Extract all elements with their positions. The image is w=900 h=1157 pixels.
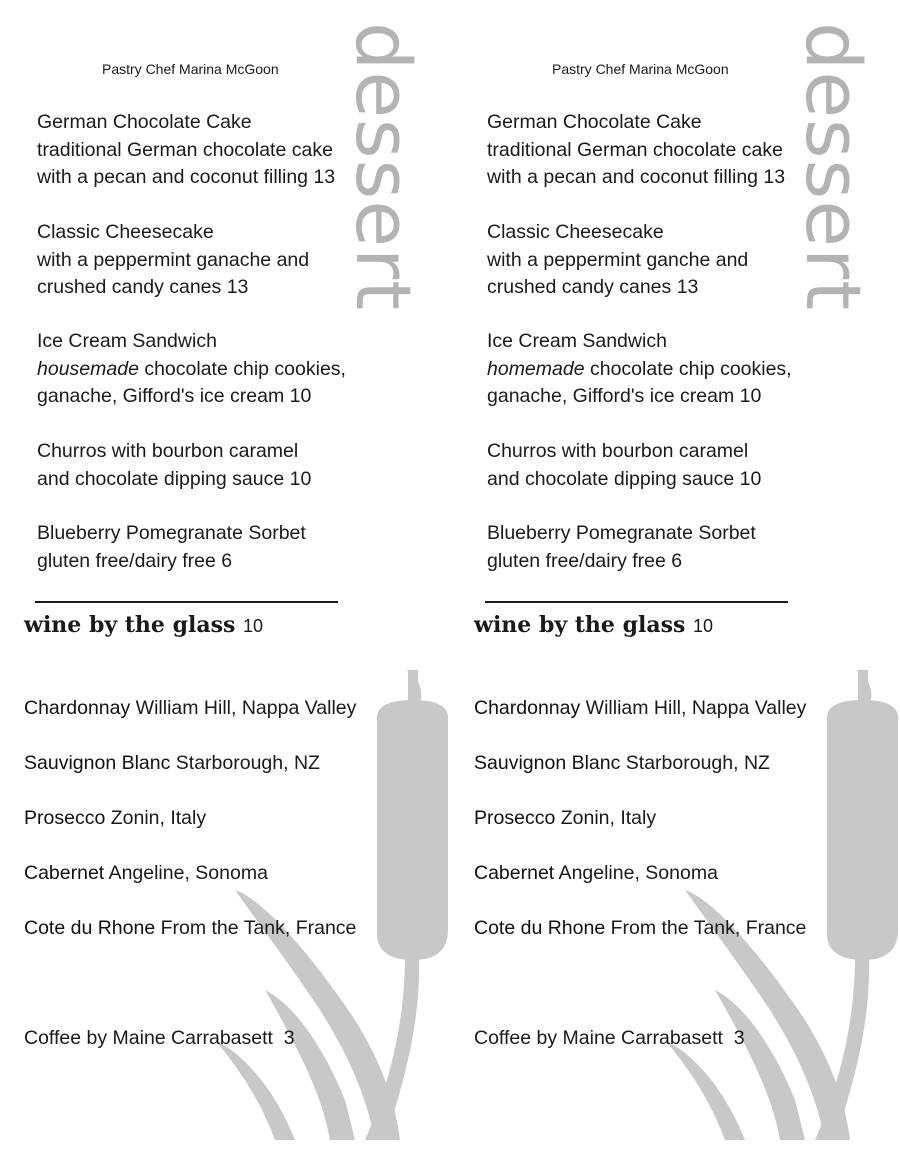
dessert-description: crushed candy canes 13 (487, 276, 699, 298)
dessert-description-text: with bourbon caramel (556, 440, 749, 462)
wine-heading-text: wine by the glass (24, 612, 236, 638)
dessert-description: gluten free/dairy free 6 (487, 549, 683, 572)
dessert-name: Blueberry Pomegranate Sorbet (37, 522, 306, 544)
dessert-description-text: chocolate chip cookies, (138, 357, 346, 380)
coffee-item (474, 1027, 745, 1050)
dessert-description: crushed candy canes 13 (37, 276, 249, 298)
wine-price: 10 (243, 616, 264, 636)
wine-producer: William Hill, Nappa Valley (580, 697, 807, 719)
dessert-description-emphasis: homemade (487, 357, 585, 380)
coffee-item (24, 1027, 295, 1050)
wine-producer: From the Tank, France (605, 917, 807, 939)
dessert-description: with a peppermint ganache and (37, 248, 310, 271)
wine-name: Sauvignon Blanc (24, 752, 171, 774)
wine-name: Cote du Rhone (24, 917, 156, 939)
wine-producer: Starborough, NZ (620, 752, 770, 774)
wine-item-chardonnay (474, 697, 806, 720)
wine-item-sauvignon-blanc (24, 752, 320, 775)
wine-by-the-glass-heading (24, 612, 263, 638)
dessert-item-classic-cheesecake (487, 219, 748, 302)
wine-producer: Angeline, Sonoma (104, 862, 268, 884)
wine-item-cote-du-rhone (24, 917, 356, 940)
dessert-description: with a pecan and coconut filling 13 (37, 166, 336, 188)
dessert-description (37, 356, 346, 384)
dessert-name: German Chocolate Cake (37, 111, 252, 133)
dessert-description: and chocolate dipping sauce 10 (37, 467, 312, 490)
dessert-name: Churros (37, 440, 107, 462)
wine-producer: Zonin, Italy (555, 807, 657, 829)
wine-item-chardonnay (24, 697, 356, 720)
cattail-icon (205, 660, 450, 1140)
wine-producer: William Hill, Nappa Valley (130, 697, 357, 719)
dessert-description: and chocolate dipping sauce 10 (487, 467, 762, 490)
dessert-name: Ice Cream Sandwich (37, 330, 217, 352)
coffee-name: Coffee by Maine Carrabasett (24, 1027, 273, 1049)
wine-item-cabernet (24, 862, 268, 885)
dessert-name: Classic Cheesecake (487, 221, 664, 243)
pastry-chef-credit: Pastry Chef Marina McGoon (102, 61, 279, 77)
dessert-description: gluten free/dairy free 6 (37, 549, 233, 572)
wine-heading-text: wine by the glass (474, 612, 686, 638)
dessert-description: with a pecan and coconut filling 13 (487, 166, 786, 188)
menu-card (450, 0, 900, 1157)
wine-producer: Zonin, Italy (105, 807, 207, 829)
wine-producer: From the Tank, France (155, 917, 357, 939)
dessert-name: Classic Cheesecake (37, 221, 214, 243)
dessert-description-text: chocolate chip cookies, (584, 357, 792, 380)
dessert-description: ganache, Gifford's ice cream 10 (487, 385, 762, 407)
wine-name: Chardonnay (24, 697, 131, 719)
wine-item-cote-du-rhone (474, 917, 806, 940)
dessert-item-churros (487, 438, 761, 493)
dessert-item-blueberry-pomegranate-sorbet (37, 520, 306, 575)
wine-name: Cabernet (24, 862, 105, 884)
coffee-name: Coffee by Maine Carrabasett (474, 1027, 723, 1049)
dessert-item-churros (37, 438, 311, 493)
pastry-chef-credit: Pastry Chef Marina McGoon (552, 61, 729, 77)
dessert-name: Churros (487, 440, 557, 462)
cattail-icon (655, 660, 900, 1140)
wine-name: Prosecco (24, 807, 106, 829)
dessert-description-emphasis: housemade (37, 357, 139, 380)
coffee-price: 3 (283, 1027, 295, 1049)
wine-name: Prosecco (474, 807, 556, 829)
dessert-description: with a peppermint ganche and (487, 248, 749, 271)
dessert-item-ice-cream-sandwich (37, 328, 346, 411)
wine-item-prosecco (24, 807, 206, 830)
dessert-description (487, 356, 792, 384)
wine-by-the-glass-heading (474, 612, 713, 638)
wine-name: Cote du Rhone (474, 917, 606, 939)
dessert-description-text: with bourbon caramel (106, 440, 299, 462)
wine-item-prosecco (474, 807, 656, 830)
wine-item-sauvignon-blanc (474, 752, 770, 775)
dessert-description (37, 438, 311, 466)
dessert-item-german-chocolate-cake (37, 109, 335, 192)
dessert-vertical-title: dessert (789, 22, 878, 311)
dessert-item-ice-cream-sandwich (487, 328, 792, 411)
dessert-name: Ice Cream Sandwich (487, 330, 667, 352)
dessert-item-classic-cheesecake (37, 219, 309, 302)
wine-name: Cabernet (474, 862, 555, 884)
dessert-description (487, 438, 761, 466)
wine-producer: Starborough, NZ (170, 752, 320, 774)
dessert-description: traditional German chocolate cake (487, 138, 783, 161)
coffee-price: 3 (733, 1027, 745, 1049)
dessert-name: German Chocolate Cake (487, 111, 702, 133)
dessert-vertical-title: dessert (339, 22, 428, 311)
wine-name: Sauvignon Blanc (474, 752, 621, 774)
wine-producer: Angeline, Sonoma (554, 862, 718, 884)
section-divider (485, 601, 788, 603)
wine-name: Chardonnay (474, 697, 581, 719)
wine-price: 10 (693, 616, 714, 636)
dessert-description: ganache, Gifford's ice cream 10 (37, 385, 312, 407)
dessert-name: Blueberry Pomegranate Sorbet (487, 522, 756, 544)
wine-item-cabernet (474, 862, 718, 885)
dessert-item-german-chocolate-cake (487, 109, 785, 192)
dessert-item-blueberry-pomegranate-sorbet (487, 520, 756, 575)
section-divider (35, 601, 338, 603)
dessert-description: traditional German chocolate cake (37, 138, 333, 161)
